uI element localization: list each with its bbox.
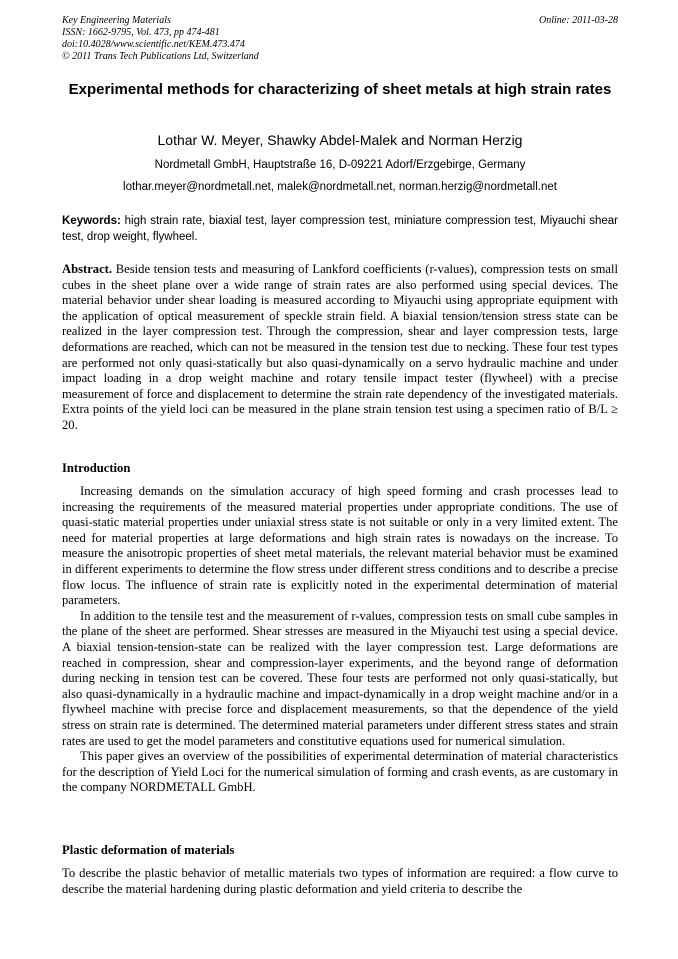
introduction-paragraph: This paper gives an overview of the possibilities of experimental determination of material characteristics for the description of Yield Loci for the numerical simulation of forming and crash events, as are customary in the company NORDMETALL GmbH. xyxy=(62,749,618,795)
co-authors: , Shawky Abdel-Malek and Norman Herzig xyxy=(259,132,523,148)
abstract xyxy=(62,262,618,434)
keywords-text: high strain rate, biaxial test, layer compression test, miniature compression test, Miyauchi shear test, drop weight, flywheel. xyxy=(62,215,618,243)
abstract-text: Beside tension tests and measuring of Lankford coefficients (r-values), compression tests on small cubes in the sheet plane over a wide range of strain rates are also performed using special devices. The material behavior under shear loading is measured according to Miyauchi using appropriate equipment with the application of optical measurement of speckle strain field. A biaxial tension/tension stress state can be realized in the layer compression test. Through the compression, shear and layer compression tests, large deformations are reached, which can not be measured in the tension test due to necking. These four test types are performed not only quasi-statically but also quasi-dynamically on a servo hydraulic machine and under impact loading in a drop weight machine and rotary tensile impact tester (flywheel) with a precise measurement of force and displacement to determine the strain rate dependency of the investigated materials. Extra points of the yield loci can be measured in the plane strain tension test using a specimen ratio of B/L ≥ 20. xyxy=(62,262,618,432)
journal-doi: doi:10.4028/www.scientific.net/KEM.473.474 xyxy=(62,39,245,50)
journal-copyright: © 2011 Trans Tech Publications Ltd, Switzerland xyxy=(62,51,259,62)
introduction-heading: Introduction xyxy=(62,461,131,475)
author-emails: lothar.meyer@nordmetall.net, malek@nordmetall.net, norman.herzig@nordmetall.net xyxy=(123,181,557,193)
journal-issn: ISSN: 1662-9795, Vol. 473, pp 474-481 xyxy=(62,27,220,38)
online-date: Online: 2011-03-28 xyxy=(539,15,618,26)
paper-title: Experimental methods for characterizing of sheet metals at high strain rates xyxy=(68,81,612,98)
introduction-paragraph: Increasing demands on the simulation accuracy of high speed forming and crash processes lead to increasing the requirements of the measured material properties under appropriate conditions. The use of quasi-static material properties under uniaxial stress state is not suitable or only in a very limited extent. The need for material properties at large deformations and high strain rates is nowadays on the increase. To measure the anisotropic properties of sheet metal materials, the relevant material behavior must be examined in different experiments to determine the flow stress under different stress conditions and to describe a precise flow locus. The influence of strain rate is explicitly noted in the experimental determination of material parameters. xyxy=(62,484,618,608)
plastic-deformation-body xyxy=(62,866,618,897)
plastic-deformation-heading: Plastic deformation of materials xyxy=(62,843,235,857)
introduction-body xyxy=(62,484,618,796)
plastic-paragraph: To describe the plastic behavior of metallic materials two types of information are required: a flow curve to describe the material hardening during plastic deformation and yield criteria to describe the xyxy=(62,866,618,896)
journal-name: Key Engineering Materials xyxy=(62,15,171,26)
affiliation: Nordmetall GmbH, Hauptstraße 16, D-09221 Adorf/Erzgebirge, Germany xyxy=(154,159,526,171)
introduction-paragraph: In addition to the tensile test and the measurement of r-values, compression tests on small cube samples in the plane of the sheet are performed. Shear stresses are measured in the Miyauchi test using a special device. A biaxial tension-tension-state can be realized with the layer compression test. Large deformations are reached in compression, shear and compression-layer experiments, and the beyond range of deformation during necking in tension test can be covered. These four tests are performed not only quasi-statically, but also quasi-dynamically in a hydraulic machine and impact-dynamically in a drop weight machine and/or in a flywheel machine with precise force and displacement measurements, so that the dependence of the yield stress on strain rate is determined. The determined material parameters under different stress states and strain rates are used to get the model parameters and constitutive equations used for numerical simulation. xyxy=(62,608,618,748)
keywords xyxy=(62,213,618,245)
first-author: Lothar W. Meyer xyxy=(157,132,260,148)
keywords-label: Keywords: xyxy=(62,215,121,227)
journal-header xyxy=(62,15,618,63)
abstract-label: Abstract. xyxy=(62,262,113,276)
paper-authors xyxy=(62,131,618,149)
